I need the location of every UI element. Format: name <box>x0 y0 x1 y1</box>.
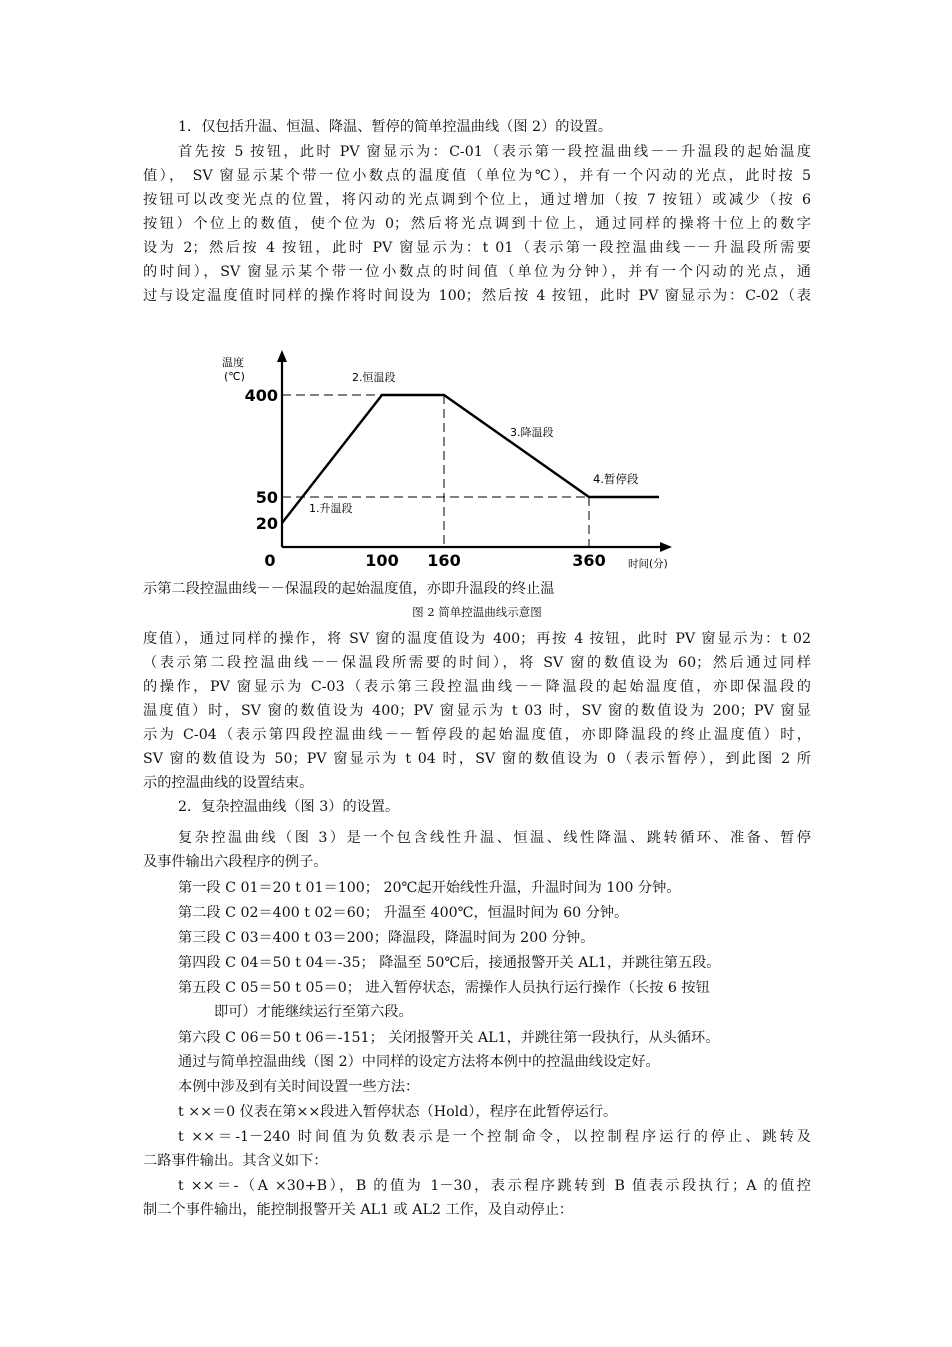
x-tick-label: 0 <box>264 551 276 570</box>
annotation-pause: 4.暂停段 <box>593 472 639 486</box>
paragraph-line: 本例中涉及到有关时间设置一些方法： <box>178 1079 420 1095</box>
paragraph-line: 二路事件输出。其含义如下： <box>143 1153 328 1169</box>
paragraph-line: 按钮可以改变光点的位置，将闪动的光点调到个位上，通过增加（按 7 按钮）或减少（按 6 <box>143 192 811 208</box>
paragraph-line: SV 窗的数值设为 50；PV 窗显示为 t 04 时，SV 窗的数值设为 0（表示暂停），到此图 2 所 <box>143 751 811 767</box>
paragraph-line: 示的控温曲线的设置结束。 <box>143 775 314 791</box>
y-tick-label: 400 <box>244 386 278 405</box>
paragraph-line: 度值），通过同样的操作，将 SV 窗的温度值设为 400；再按 4 按钮，此时 PV 窗显示为：t 02 <box>143 631 811 647</box>
x-axis-label: 时间(分) <box>628 558 668 570</box>
step-line: 第三段 C 03＝400 t 03＝200；降温段，降温时间为 200 分钟。 <box>178 930 595 946</box>
chart-ticks <box>245 386 606 570</box>
y-axis-arrow <box>277 350 287 362</box>
paragraph-line: 的操作，PV 窗显示为 C-03（表示第三段控温曲线－－降温段的起始温度值，亦即保温段的 <box>143 679 811 695</box>
step-line: 第一段 C 01＝20 t 01＝100； 20℃起开始线性升温，升温时间为 100 分钟。 <box>178 880 681 896</box>
paragraph-line: t ××＝-（A ×30+B），B 的值为 1－30，表示程序跳转到 B 值表示段执行；A 的值控 <box>178 1178 811 1194</box>
y-axis-label-line1: 温度 <box>222 356 244 369</box>
paragraph-line: 的时间），SV 窗显示某个带一位小数点的时间值（单位为分钟），并有一个闪动的光点，通 <box>143 264 811 280</box>
paragraph-line: 设为 2；然后按 4 按钮，此时 PV 窗显示为：t 01（表示第一段控温曲线－－升温段所需要 <box>143 240 811 256</box>
paragraph-line: 过与设定温度值时同样的操作将时间设为 100；然后按 4 按钮，此时 PV 窗显示为：C-02（表 <box>143 288 811 304</box>
annotation-cooling: 3.降温段 <box>510 426 554 439</box>
paragraph-line: 复杂控温曲线（图 3）是一个包含线性升温、恒温、线性降温、跳转循环、准备、暂停 <box>178 830 811 846</box>
section2-heading: 2．复杂控温曲线（图 3）的设置。 <box>178 799 400 815</box>
x-axis-arrow <box>660 542 672 552</box>
paragraph-line: 及事件输出六段程序的例子。 <box>143 854 328 870</box>
paragraph-line: 示第二段控温曲线－－保温段的起始温度值，亦即升温段的终止温 <box>143 581 555 597</box>
paragraph-line: t ××＝0 仪表在第××段进入暂停状态（Hold），程序在此暂停运行。 <box>178 1104 618 1120</box>
section1-heading: 1．仅包括升温、恒温、降温、暂停的简单控温曲线（图 2）的设置。 <box>178 119 613 135</box>
chart-axes <box>277 350 672 552</box>
paragraph-line: 首先按 5 按钮，此时 PV 窗显示为：C-01（表示第一段控温曲线－－升温段的起始温度 <box>178 144 811 160</box>
temperature-curve-chart <box>220 350 680 578</box>
step-line: 第二段 C 02＝400 t 02＝60； 升温至 400℃，恒温时间为 60 分钟。 <box>178 905 629 921</box>
paragraph-line: （表示第二段控温曲线－－保温段所需要的时间），将 SV 窗的数值设为 60；然后通过同样 <box>143 655 811 671</box>
paragraph-line: 按钮）个位上的数值，使个位为 0；然后将光点调到十位上，通过同样的操将十位上的数字 <box>143 216 811 232</box>
y-axis-label-line2: (℃) <box>224 370 245 383</box>
paragraph-line: t ××＝-1－240 时间值为负数表示是一个控制命令，以控制程序运行的停止、跳转及 <box>178 1129 811 1145</box>
paragraph-line: 制二个事件输出，能控制报警开关 AL1 或 AL2 工作，及自动停止： <box>143 1202 574 1218</box>
paragraph-line: 示为 C-04（表示第四段控温曲线－－暂停段的起始温度值，亦即降温段的终止温度值）时， <box>143 727 811 743</box>
step-line: 第六段 C 06＝50 t 06＝-151； 关闭报警开关 AL1，并跳往第一段执行，从头循环。 <box>178 1030 720 1046</box>
step-line: 第四段 C 04＝50 t 04＝-35； 降温至 50℃后，接通报警开关 AL1，并跳往第五段。 <box>178 955 721 971</box>
figure-caption: 图 2 简单控温曲线示意图 <box>412 605 542 619</box>
x-tick-label: 100 <box>365 551 399 570</box>
annotation-heating: 1.升温段 <box>309 502 353 515</box>
paragraph-line: 温度值）时，SV 窗的数值设为 400；PV 窗显示为 t 03 时，SV 窗的数值设为 200；PV 窗显 <box>143 703 811 719</box>
step-line: 即可）才能继续运行至第六段。 <box>214 1004 413 1020</box>
annotation-holding: 2.恒温段 <box>352 371 396 384</box>
paragraph-line: 通过与简单控温曲线（图 2）中同样的设定方法将本例中的控温曲线设定好。 <box>178 1054 660 1070</box>
x-tick-label: 360 <box>572 551 606 570</box>
y-tick-label: 20 <box>255 514 278 533</box>
step-line: 第五段 C 05＝50 t 05＝0； 进入暂停状态，需操作人员执行运行操作（长按 6 按钮 <box>178 980 710 996</box>
y-tick-label: 50 <box>255 488 278 507</box>
chart-guides <box>282 395 589 547</box>
x-tick-label: 160 <box>427 551 461 570</box>
paragraph-line: 值）， SV 窗显示某个带一位小数点的温度值（单位为℃），并有一个闪动的光点，此时按 5 <box>143 168 811 184</box>
